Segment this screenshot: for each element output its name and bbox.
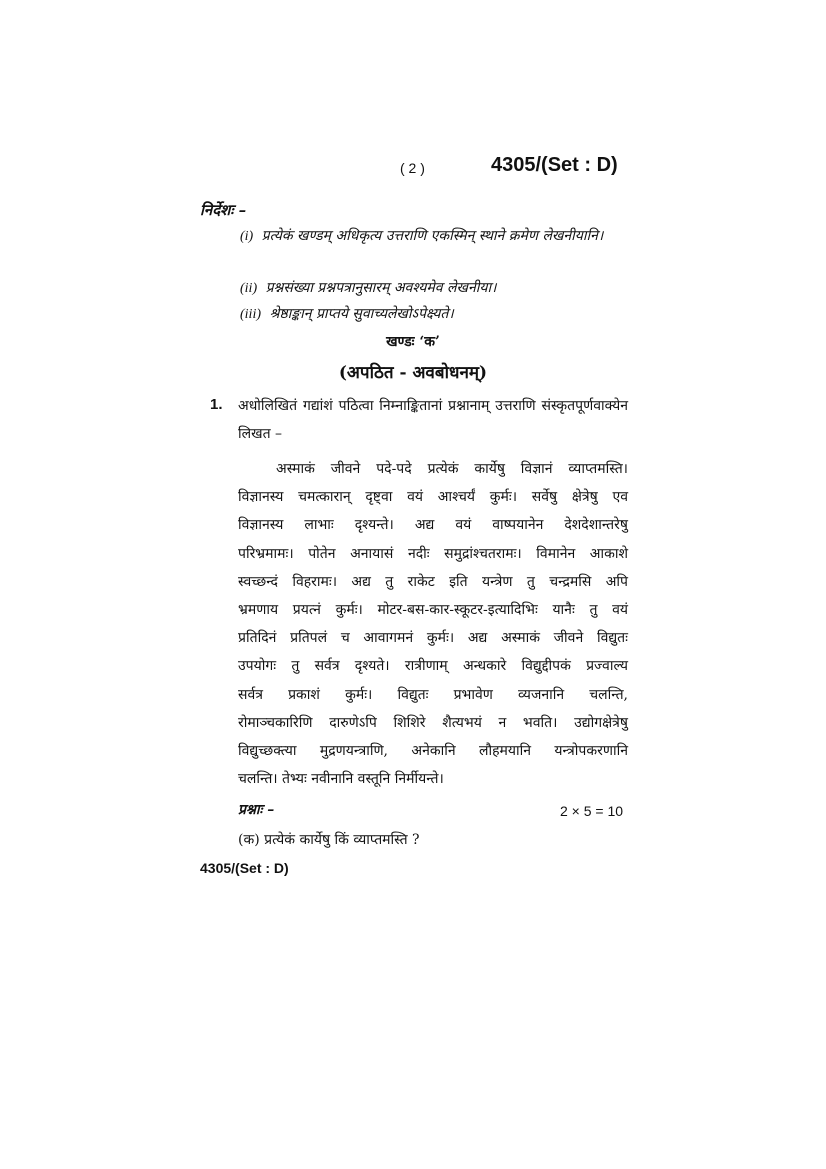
marks-allocation: 2 × 5 = 10 xyxy=(560,803,624,819)
instruction-text: श्रेष्ठाङ्कान् प्राप्तये सुवाच्यलेखोऽपेक्ष्यते। xyxy=(269,306,454,322)
passage-line: सर्वत्र प्रकाशं कुर्मः। विद्युतः प्रभावेण व्यजनानि चलन्ति, xyxy=(238,686,628,703)
instruction-number: (i) xyxy=(240,229,254,244)
passage-line: विद्युच्छक्त्या मुद्रणयन्त्राणि, अनेकानि लौहमयानि यन्त्रोपकरणानि xyxy=(238,742,628,759)
page-number: ( 2 ) xyxy=(400,160,425,176)
passage-line: अस्माकं जीवने पदे-पदे प्रत्येकं कार्येषु विज्ञानं व्याप्तमस्ति। xyxy=(276,461,628,477)
instruction-text: प्रश्नसंख्या प्रश्नपत्रानुसारम् अवश्यमेव लेखनीया। xyxy=(265,280,497,296)
passage-line: भ्रमणाय प्रयत्नं कुर्मः। मोटर-बस-कार-स्कूटर-इत्यादिभिः यानैः तु वयं xyxy=(238,601,628,618)
passage-line: विज्ञानस्य चमत्कारान् दृष्ट्वा वयं आश्चर्यं कुर्मः। सर्वेषु क्षेत्रेषु एव xyxy=(238,489,628,506)
instruction-text: प्रत्येकं खण्डम् अधिकृत्य उत्तराणि एकस्मिन् स्थाने क्रमेण लेखनीयानि। xyxy=(261,228,604,244)
instructions-heading: निर्देशः – xyxy=(200,201,247,219)
instruction-item xyxy=(240,276,630,301)
question-prompt: अधोलिखितं गद्यांशं पठित्वा निम्नाङ्कितानां प्रश्नानाम् उत्तराणि संस्कृतपूर्णवाक्येन लिखत – xyxy=(238,398,628,442)
question-number: 1. xyxy=(210,396,223,413)
sub-question-ka: (क) प्रत्येकं कार्येषु किं व्याप्तमस्ति ? xyxy=(238,832,420,848)
section-subtitle: (अपठित - अवबोधनम्) xyxy=(338,363,488,383)
questions-label: प्रश्नाः – xyxy=(238,802,275,818)
passage-line: विज्ञानस्य लाभाः दृश्यन्ते। अद्य वयं वाष्पयानेन देशदेशान्तरेषु xyxy=(238,517,628,534)
passage-line: रोमाञ्चकारिणि दारुणेऽपि शिशिरे शैत्यभयं न भवति। उद्योगक्षेत्रेषु xyxy=(238,714,628,731)
passage-line: चलन्ति। तेभ्यः नवीनानि वस्तूनि निर्मीयन्ते। xyxy=(238,771,444,788)
set-code-footer: 4305/(Set : D) xyxy=(200,860,289,876)
instruction-number: (iii) xyxy=(240,307,261,322)
set-code-header: 4305/(Set : D) xyxy=(491,154,618,176)
instruction-item xyxy=(240,224,630,249)
passage-line: उपयोगः तु सर्वत्र दृश्यते। रात्रीणाम् अन्धकारे विद्युद्दीपकं प्रज्वाल्य xyxy=(238,658,628,675)
instruction-item xyxy=(240,302,630,327)
instruction-number: (ii) xyxy=(240,281,258,296)
passage-line: स्वच्छन्दं विहरामः। अद्य तु राकेट इति यन्त्रेण तु चन्द्रमसि अपि xyxy=(238,573,628,590)
section-title: खण्डः ‘क’ xyxy=(386,334,440,350)
passage-line: प्रतिदिनं प्रतिपलं च आवागमनं कुर्मः। अद्य अस्माकं जीवने विद्युतः xyxy=(238,630,628,647)
passage xyxy=(238,455,628,793)
passage-line: परिभ्रमामः। पोतेन अनायासं नदीः समुद्रांश्चतरामः। विमानेन आकाशे xyxy=(238,545,628,562)
